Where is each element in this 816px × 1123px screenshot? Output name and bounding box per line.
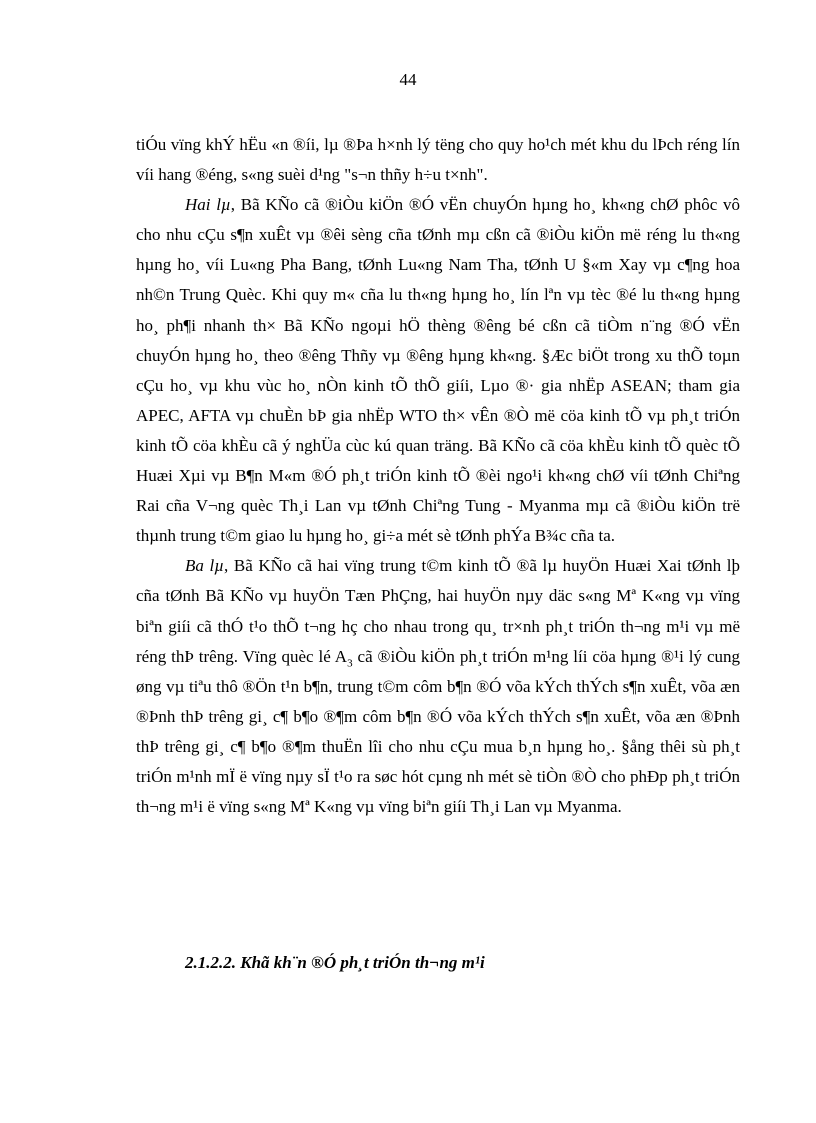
paragraph-2-text: , Bã KÑo cã ®iÒu kiÖn ®Ó vËn chuyÓn hµng ho¸ kh«ng chØ phôc vô cho nhu cÇu s¶n xuÊt vµ ®êi sèng cña tØnh mµ cßn cã ®iÒu kiÖn më réng lu th«ng hµng ho¸ víi Lu«ng Pha Bang, tØnh Lu«ng Nam Tha, tØnh U §«m Xay vµ c¶ng hoa nh©n Trung Quèc. Khi quy m« cña lu th«ng hµng ho¸ lín lªn vµ tèc ®é lu th«ng hµng ho¸ ph¶i nhanh th× Bã KÑo ngoµi hÖ thèng ®êng bé cßn cã tiÒm n¨ng ®Ó vËn chuyÓn hµng ho¸ theo ®êng Thñy vµ ®êng hµng kh«ng. §Æc biÖt trong xu thÕ toµn cÇu ho¸ vµ khu vùc ho¸ nÒn kinh tÕ thÕ giíi, Lµo ®· gia nhËp ASEAN; tham gia APEC, AFTA vµ chuÈn bÞ gia nhËp WTO th× vÊn ®Ò më cöa kinh tÕ vµ ph¸t triÓn kinh tÕ cöa khÈu cã ý nghÜa cùc kú quan träng. Bã KÑo cã cöa khÈu kinh tÕ quèc tÕ Huæi Xµi vµ B¶n M«m ®Ó ph¸t triÓn kinh tÕ ®èi ngo¹i kh«ng chØ víi tØnh Chiªng Rai cña V¬ng quèc Th¸i Lan vµ tØnh Chiªng Tung - Myanma mµ cã ®iÒu kiÖn trë thµnh trung t©m giao lu hµng ho¸ gi÷a mét sè tØnh phÝa B¾c cña ta. [136, 195, 740, 546]
body-text [136, 130, 740, 822]
paragraph-3-text-after: cã ®iÒu kiÖn ph¸t triÓn m¹ng líi cöa hµng ®¹i lý cung øng vµ tiªu thô ®Ön t¹n b¶n, trung t©m côm b¶n ®Ó võa kÝch thÝch s¶n xuÊt, võa æn ®Þnh thÞ trêng gi¸ c¶ b¶o ®¶m côm b¶n ®Ó võa kÝch thÝch s¶n xuÊt, võa æn ®Þnh thÞ trêng gi¸ c¶ b¶o ®¶m thuËn lîi cho nhu cÇu mua b¸n hµng ho¸. §ång thêi sù ph¸t triÓn m¹nh mÏ ë vïng nµy sÏ t¹o ra søc hót cµng nh mét sè tiÒn ®Ò cho phÐp ph¸t triÓn th¬ng m¹i ë vïng s«ng Mª K«ng vµ vïng biªn giíi Th¸i Lan vµ Myanma. [136, 646, 740, 817]
paragraph-2-lead: Hai lµ [185, 195, 231, 215]
paragraph-3 [136, 551, 740, 822]
paragraph-3-text-before: , Bã KÑo cã hai vïng trung t©m kinh tÕ ®ã lµ huyÖn Huæi Xai tØnh lþ cña tØnh Bã KÑo vµ huyÖn Tæn PhÇng, hai huyÖn nµy däc s«ng Mª K«ng vµ vïng biªn giíi cã thÓ t¹o thÕ t¬ng hç cho nhau trong qu¸ tr×nh ph¸t triÓn th¬ng m¹i vµ më réng thÞ trêng. Vïng quèc lé A [136, 556, 741, 666]
paragraph-1 [136, 130, 740, 190]
paragraph-3-subscript: 3 [347, 656, 353, 669]
paragraph-2 [136, 190, 740, 551]
paragraph-1-text: tiÓu vïng khÝ hËu «n ®íi, lµ ®Þa h×nh lý tëng cho quy ho¹ch mét khu du lÞch réng lín víi hang ®éng, s«ng suèi d¹ng "s¬n thñy h÷u t×nh". [136, 135, 740, 185]
section-heading: 2.1.2.2. Khã kh¨n ®Ó ph¸t triÓn th¬ng m¹i [185, 953, 485, 972]
paragraph-3-lead: Ba lµ [185, 556, 225, 576]
page-number: 44 [399, 70, 417, 89]
